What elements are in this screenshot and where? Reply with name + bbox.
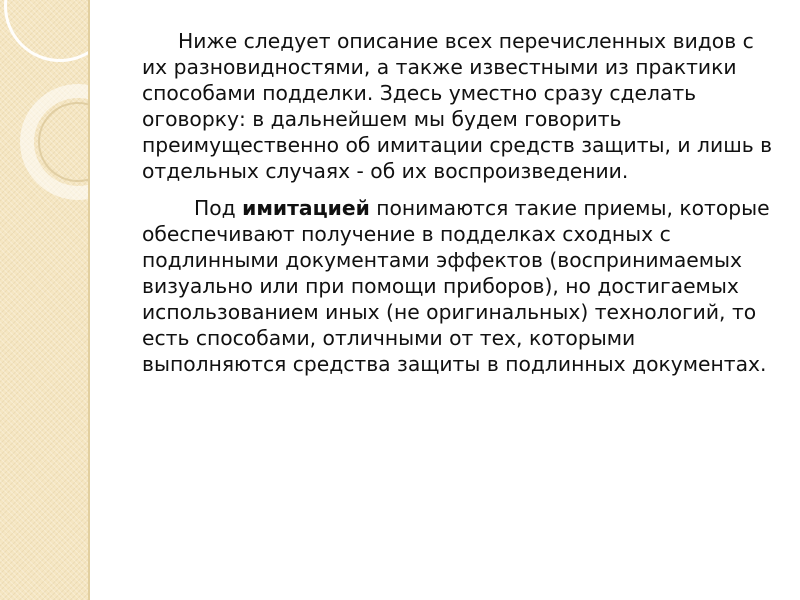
paragraph-imitation-definition <box>142 195 782 377</box>
decorative-side-panel <box>0 0 88 600</box>
side-panel-edge <box>88 0 90 600</box>
paragraph-intro: Ниже следует описание всех перечисленных видов с их разновидностями, а также известными из практики способами подделки. Здесь уместно сразу сделать оговорку: в дальнейшем мы будем говорить преимущественно об имитации средств защиты, и лишь в отдельных случаях - об их воспроизведении. <box>142 29 773 183</box>
paragraph-text-after: понимаются такие приемы, которые обеспечивают получение в подделках сходных с подлинными документами эффектов (воспринимаемых визуально или при помощи приборов), но достигаемых использованием иных (не оригинальных) технологий, то есть способами, отличными от тех, которыми выполняются средства защиты в подлинных документах. <box>142 196 770 376</box>
emphasized-term: имитацией <box>242 196 370 220</box>
slide-text-body <box>142 28 782 388</box>
paragraph-text-before: Под <box>194 196 243 220</box>
decorative-ring-top <box>4 0 88 62</box>
